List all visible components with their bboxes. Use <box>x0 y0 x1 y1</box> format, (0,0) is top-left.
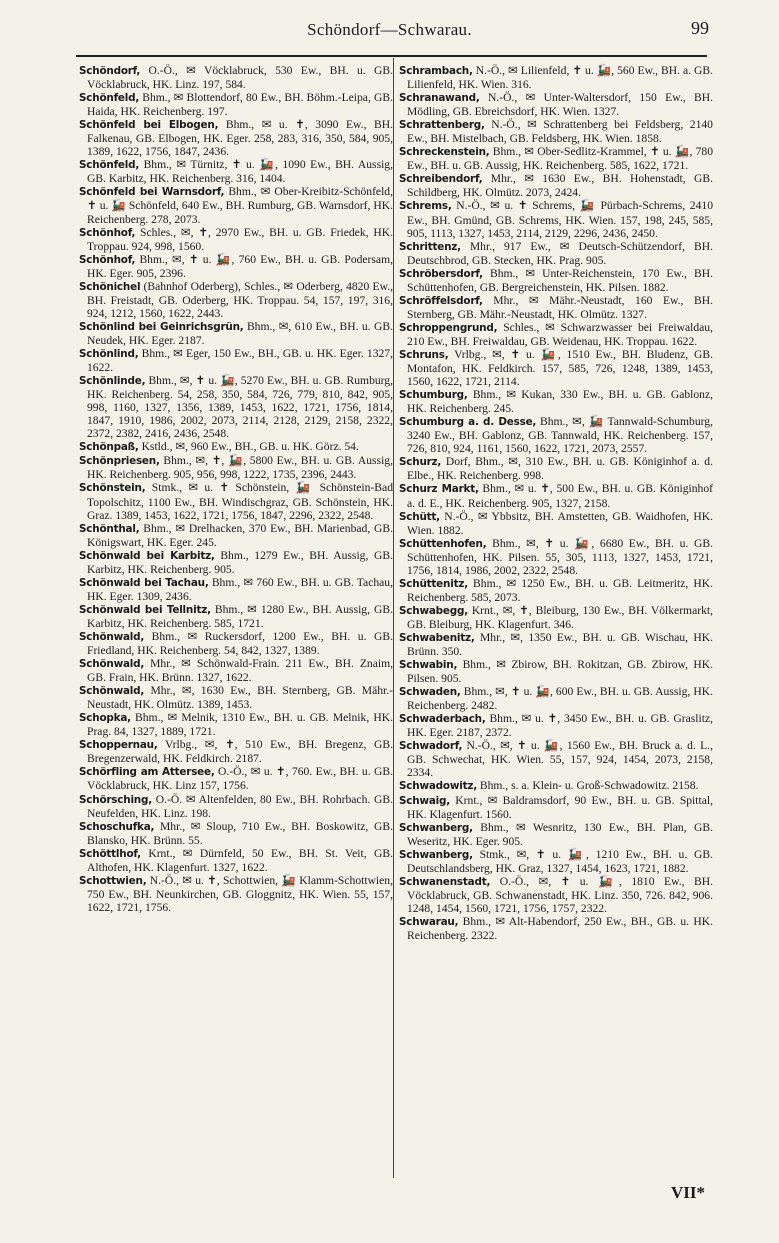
entry-text: Dorf, Bhm., ✉, 310 Ew., BH. u. GB. Königinhof a. d. Elbe., HK. Reichenberg. 998. <box>407 455 713 483</box>
entry-text: Bhm., s. a. Klein- u. Groß-Schwadowitz. 2158. <box>479 779 699 793</box>
entry-text: Stmk., ✉ u. ✝ Schönstein, 🚂 Schönstein-Bad Topolschitz, 1100 Ew., BH. Windischgraz, GB. Schönstein, HK. Graz. 1389, 1453, 1622, 1721, 1756, 1847, 2296, 2322, 2548. <box>87 481 393 522</box>
entry-headword: Schwaden, <box>399 686 461 699</box>
entry-text: (Bahnhof Oderberg), Schles., ✉ Oderberg, 4820 Ew., BH. Freistadt, GB. Oderberg, HK. Troppau. 54, 157, 197, 316, 924, 1212, 1560, 1622, 2443. <box>87 279 393 320</box>
entry-headword: Schwabegg, <box>399 604 468 617</box>
entry-headword: Schumburg a. d. Desse, <box>399 416 537 429</box>
gazetteer-entry <box>399 821 713 848</box>
page-number: 99 <box>691 18 709 38</box>
gazetteer-entry <box>79 280 393 320</box>
gazetteer-entry <box>399 712 713 739</box>
entry-text: N.-Ö., ✉ Ybbsitz, BH. Amstetten, GB. Waidhofen, HK. Wien. 1882. <box>407 509 713 537</box>
entry-text: Bhm., ✉ Melnik, 1310 Ew., BH. u. GB. Melnik, HK. Prag. 84, 1327, 1889, 1721. <box>87 711 393 739</box>
gazetteer-entry <box>79 793 393 820</box>
gazetteer-entry <box>79 874 393 914</box>
entry-text: Bhm., ✉, ✝ u. 🚂, 5270 Ew., BH. u. GB. Rumburg, HK. Reichenberg. 54, 258, 350, 584, 726, 779, 810, 842, 905, 998, 1160, 1327, 1356, 1389, 1453, 1622, 1721, 1756, 1814, 1847, 1910, 1986, 2002, 2073, 2114, 2128, 2129, 2158, 2322, 2372, 2382, 2416, 2436, 2548. <box>87 374 394 441</box>
entry-headword: Schröbersdorf, <box>399 267 483 280</box>
gazetteer-entry <box>399 294 713 321</box>
gazetteer-entry <box>79 347 393 374</box>
entry-text: Bhm., ✉ Kukan, 330 Ew., BH. u. GB. Gablonz, HK. Reichenberg. 245. <box>407 388 713 416</box>
entry-text: Mhr., ✉, 1350 Ew., BH. u. GB. Wischau, HK. Brünn. 350. <box>407 630 713 659</box>
entry-text: O.-Ö., ✉ u. ✝, 760. Ew., BH. u. GB. Vöcklabruck, HK. Linz 157, 1756. <box>87 765 393 793</box>
gazetteer-entry <box>399 118 713 145</box>
gazetteer-entry <box>79 765 393 792</box>
entry-text: Stmk., ✉, ✝ u. 🚂, 1210 Ew., BH. u. GB. Deutschlandsberg, HK. Graz, 1327, 1454, 1623, 1721, 1882. <box>407 847 713 875</box>
gazetteer-entry <box>399 199 713 239</box>
entry-text: Krnt., ✉ Baldramsdorf, 90 Ew., BH. u. GB. Spittal, HK. Klagenfurt. 1560. <box>407 793 713 821</box>
entry-text: Bhm., ✉ Ober-Sedlitz-Krammel, ✝ u. 🚂, 780 Ew., BH. u. GB. Aussig, HK. Reichenberg. 585, 1622, 1721. <box>407 145 713 173</box>
entry-headword: Schwadowitz, <box>399 780 477 793</box>
entry-text: Bhm., ✉ 1280 Ew., BH. Aussig, GB. Karbitz, HK. Reichenberg. 585, 1721. <box>87 602 393 630</box>
gazetteer-entry <box>79 118 393 158</box>
entry-headword: Schönfeld bei Warnsdorf, <box>79 186 225 199</box>
entry-headword: Schönthal, <box>79 522 140 535</box>
entry-headword: Schönlind, <box>79 347 139 360</box>
gazetteer-entry <box>399 685 713 712</box>
entry-headword: Schrittenz, <box>399 240 461 253</box>
entry-text: Bhm., ✉ Eger, 150 Ew., BH., GB. u. HK. Eger. 1327, 1622. <box>87 346 393 375</box>
gazetteer-entry <box>79 657 393 684</box>
entry-headword: Schönfeld, <box>79 92 140 105</box>
entry-text: Mhr., ✉ Mähr.-Neustadt, 160 Ew., BH. Sternberg, GB. Mähr.-Neustadt, HK. Olmütz. 1327. <box>407 293 713 321</box>
entry-text: Schles., ✉, ✝, 2970 Ew., BH. u. GB. Friedek, HK. Troppau. 924, 998, 1560. <box>87 225 393 253</box>
entry-headword: Schranawand, <box>399 92 480 105</box>
gazetteer-entry <box>399 577 713 604</box>
entry-text: Bhm., ✉ Unter-Reichenstein, 170 Ew., BH. Schüttenhofen, GB. Bergreichenstein, HK. Pilsen. 1882. <box>407 266 713 294</box>
entry-text: Krnt., ✉ Dürnfeld, 50 Ew., BH. St. Veit, GB. Althofen, HK. Klagenfurt. 1327, 1622. <box>87 846 394 874</box>
gazetteer-entry <box>79 711 393 738</box>
gazetteer-entry <box>79 185 393 225</box>
gazetteer-entry <box>399 794 713 821</box>
entry-headword: Schörsching, <box>79 793 152 806</box>
entry-text: Bhm., ✉ Blottendorf, 80 Ew., BH. Böhm.-Leipa, GB. Haida, HK. Reichenberg. 197. <box>87 91 393 119</box>
gazetteer-entry <box>399 240 713 267</box>
gazetteer-entry <box>399 388 713 415</box>
gazetteer-entry <box>79 226 393 253</box>
gazetteer-entry <box>79 603 393 630</box>
entry-text: Bhm., ✉ Zbirow, BH. Rokitzan, GB. Zbirow, HK. Pilsen. 905. <box>407 658 713 686</box>
entry-headword: Schönichel <box>79 280 141 293</box>
gazetteer-entry <box>79 630 393 657</box>
entry-headword: Schönfeld bei Elbogen, <box>79 119 219 132</box>
gazetteer-entry <box>399 415 713 455</box>
entry-headword: Schroppengrund, <box>399 321 498 334</box>
gazetteer-entry <box>79 549 393 576</box>
entry-text: Bhm., ✉ u. ✝, 3090 Ew., BH. Falkenau, GB. Elbogen, HK. Eger. 258, 283, 316, 350, 584, 905, 1389, 1622, 1756, 1847, 2436. <box>87 118 393 159</box>
entry-headword: Schrattenberg, <box>399 119 485 132</box>
entry-text: Bhm., ✉, ✝ u. 🚂, 600 Ew., BH. u. GB. Aussig, HK. Reichenberg. 2482. <box>407 685 713 713</box>
entry-headword: Schreibendorf, <box>399 173 483 186</box>
entry-headword: Schoschufka, <box>79 820 155 833</box>
entry-text: Mhr., ✉ 1630 Ew., BH. Hohenstadt, GB. Schildberg, HK. Olmütz. 2073, 2424. <box>407 172 713 200</box>
gazetteer-entry <box>79 847 393 874</box>
entry-text: Kstld., ✉, 960 Ew., BH., GB. u. HK. Görz. 54. <box>141 440 359 454</box>
entry-text: Bhm., ✉ Drelhacken, 370 Ew., BH. Marienbad, GB. Königswart, HK. Eger. 245. <box>87 521 393 549</box>
gazetteer-entry <box>79 522 393 549</box>
entry-headword: Schönwald, <box>79 630 145 643</box>
entry-text: N.-Ö., ✉ Schrattenberg bei Feldsberg, 2140 Ew., BH. Mistelbach, GB. Feldsberg, HK. Wien. 1858. <box>407 118 713 146</box>
entry-headword: Schoppernau, <box>79 739 158 752</box>
entry-headword: Schwadorf, <box>399 740 463 753</box>
gazetteer-entry <box>79 253 393 280</box>
gazetteer-entry <box>79 91 393 118</box>
entry-text: Bhm., ✉ Wesnritz, 130 Ew., BH. Plan, GB. Weseritz, HK. Eger. 905. <box>407 820 713 848</box>
gazetteer-entry <box>399 321 713 348</box>
entry-text: Krnt., ✉, ✝, Bleiburg, 130 Ew., BH. Völkermarkt, GB. Bleiburg, HK. Klagenfurt. 346. <box>407 603 713 631</box>
entry-headword: Schwabenitz, <box>399 631 475 644</box>
gazetteer-entry <box>399 915 713 942</box>
entry-headword: Schurz, <box>399 456 442 469</box>
entry-text: Mhr., ✉ Schönwald-Frain. 211 Ew., BH. Znaim, GB. Frain, HK. Brünn. 1327, 1622. <box>87 657 393 685</box>
entry-headword: Schönhof, <box>79 253 136 266</box>
entry-headword: Schöttlhof, <box>79 847 141 860</box>
entry-headword: Schüttenitz, <box>399 577 468 590</box>
gazetteer-entry <box>79 374 393 440</box>
column-divider <box>393 58 394 1178</box>
entry-headword: Schwabin, <box>399 659 458 672</box>
entry-text: O.-Ö. ✉ Altenfelden, 80 Ew., BH. Rohrbach. GB. Neufelden, HK. Linz. 198. <box>87 792 393 820</box>
entry-headword: Schönpriesen, <box>79 455 160 468</box>
header-rule <box>76 55 707 57</box>
entry-text: Bhm., ✉ 760 Ew., BH. u. GB. Tachau, HK. Eger. 1309, 2436. <box>87 575 393 603</box>
entry-text: Bhm., ✉ Alt-Habendorf, 250 Ew., BH., GB. u. HK. Reichenberg. 2322. <box>407 914 713 942</box>
entry-text: Bhm., ✉ Ruckersdorf, 1200 Ew., BH. u. GB. Friedland, HK. Reichenberg. 54, 842, 1327, 1389. <box>87 629 393 658</box>
entry-headword: Schüttenhofen, <box>399 537 487 550</box>
gazetteer-entry <box>79 738 393 765</box>
entry-text: Vrlbg., ✉, ✝ u. 🚂, 1510 Ew., BH. Bludenz, GB. Montafon, HK. Feldkirch. 157, 585, 726, 1248, 1389, 1453, 1560, 1622, 1721, 2114. <box>407 347 713 389</box>
entry-headword: Schreckenstein, <box>399 146 490 159</box>
entry-headword: Schrambach, <box>399 65 473 77</box>
page-header <box>0 14 779 50</box>
entry-headword: Schönwald bei Karbitz, <box>79 549 215 562</box>
entry-headword: Schottwien, <box>79 874 147 887</box>
gazetteer-entry <box>399 510 713 537</box>
entry-text: Bhm., ✉, 🚂 Tannwald-Schumburg, 3240 Ew., BH. Gablonz, GB. Tannwald, HK. Reichenberg. 157, 726, 810, 924, 1161, 1560, 1622, 1721, 2073, 2557. <box>407 415 713 456</box>
gazetteer-entry <box>399 739 713 779</box>
entry-headword: Schwaig, <box>399 794 450 807</box>
gazetteer-entry <box>79 440 393 454</box>
entry-headword: Schrems, <box>399 200 452 213</box>
running-head-title: Schöndorf—Schwarau. <box>307 20 472 39</box>
entry-text: Bhm., 1279 Ew., BH. Aussig, GB. Karbitz, HK. Reichenberg. 905. <box>87 548 393 576</box>
gazetteer-entry <box>399 537 713 577</box>
gazetteer-entry <box>399 455 713 482</box>
entry-headword: Schönwald, <box>79 658 145 671</box>
entry-text: Vrlbg., ✉, ✝, 510 Ew., BH. Bregenz, GB. Bregenzerwald, HK. Feldkirch. 2187. <box>87 738 393 766</box>
entry-text: Bhm., ✉ u. ✝, 3450 Ew., BH. u. GB. Graslitz, HK. Eger. 2187, 2372. <box>407 712 713 740</box>
signature-mark: VII* <box>670 1183 705 1202</box>
entry-text: N.-Ö., ✉ u. ✝, Schottwien, 🚂 Klamm-Schottwien, 750 Ew., BH. Neunkirchen, GB. Gloggnitz, HK. Wien. 55, 157, 1622, 1721, 1756. <box>87 873 393 914</box>
gazetteer-entry <box>399 631 713 658</box>
entry-text: Schles., ✉ Schwarzwasser bei Freiwaldau, 210 Ew., BH. Freiwaldau, GB. Weidenau, HK. Troppau. 1622. <box>407 320 713 348</box>
gazetteer-entry <box>79 64 393 91</box>
gazetteer-entry <box>79 320 393 347</box>
entry-headword: Schönstein, <box>79 482 146 495</box>
entry-text: N.-Ö., ✉ u. ✝ Schrems, 🚂 Pürbach-Schrems, 2410 Ew., BH. Gmünd, GB. Schrems, HK. Wien. 157, 198, 245, 585, 905, 1113, 1327, 1453, 2114, 2129, 2296, 2436, 2450. <box>407 199 713 240</box>
entry-text: Bhm., ✉, 610 Ew., BH. u. GB. Neudek, HK. Eger. 2187. <box>87 319 393 347</box>
gazetteer-entry <box>79 454 393 481</box>
gazetteer-entry <box>79 820 393 847</box>
gazetteer-entry <box>399 848 713 875</box>
entry-text: Bhm., ✉ 1250 Ew., BH. u. GB. Leitmeritz, HK. Reichenberg. 585, 2073. <box>407 576 713 604</box>
entry-text: N.-Ö., ✉ Lilienfeld, ✝ u. 🚂, 560 Ew., BH. a. GB. Lilienfeld, HK. Wien. 316. <box>407 64 713 92</box>
gazetteer-entry <box>399 658 713 685</box>
gazetteer-entry <box>399 348 713 388</box>
entry-text: Bhm., ✉ Türnitz, ✝ u. 🚂, 1090 Ew., BH. Aussig, GB. Karbitz, HK. Reichenberg. 316, 1404. <box>87 158 393 186</box>
entry-headword: Schörfling am Attersee, <box>79 766 215 779</box>
entry-headword: Schönwald bei Tachau, <box>79 576 209 589</box>
entry-text: O.-Ö., ✉ Vöcklabruck, 530 Ew., BH. u. GB. Vöcklabruck, HK. Linz. 197, 584. <box>87 64 393 92</box>
entry-headword: Schöndorf, <box>79 65 141 77</box>
right-column <box>399 64 713 942</box>
gazetteer-entry <box>399 604 713 631</box>
entry-text: Mhr., 917 Ew., ✉ Deutsch-Schützendorf, BH. Deutschbrod, GB. Stecken, HK. Prag. 905. <box>407 239 713 267</box>
gazetteer-entry <box>399 267 713 294</box>
gazetteer-entry <box>79 481 393 521</box>
entry-text: Bhm., ✉, ✝, 🚂, 5800 Ew., BH. u. GB. Aussig, HK. Reichenberg. 905, 956, 998, 1222, 1735, 2396, 2443. <box>87 454 393 482</box>
gazetteer-entry <box>79 158 393 185</box>
entry-headword: Schopka, <box>79 712 131 725</box>
gazetteer-entry <box>399 91 713 118</box>
entry-headword: Schönfeld, <box>79 159 140 172</box>
gazetteer-entry <box>79 576 393 603</box>
entry-headword: Schumburg, <box>399 389 468 402</box>
entry-headword: Schurz Markt, <box>399 483 479 496</box>
gazetteer-entry <box>399 172 713 199</box>
entry-text: N.-Ö., ✉, ✝ u. 🚂, 1560 Ew., BH. Bruck a. d. L., GB. Schwechat, HK. Wien. 55, 157, 924, 1454, 2073, 2158, 2334. <box>407 739 713 780</box>
gazetteer-entry <box>399 145 713 172</box>
entry-text: Bhm., ✉ Ober-Kreibitz-Schönfeld, ✝ u. 🚂 Schönfeld, 640 Ew., BH. Rumburg, GB. Warnsdorf, HK. Reichenberg. 278, 2073. <box>87 185 393 226</box>
gazetteer-entry <box>399 779 713 793</box>
entry-text: Mhr., ✉ Sloup, 710 Ew., BH. Boskowitz, GB. Blansko, HK. Brünn. 55. <box>87 819 393 847</box>
entry-headword: Schröffelsdorf, <box>399 294 483 307</box>
entry-text: Bhm., ✉, ✝ u. 🚂, 760 Ew., BH. u. GB. Podersam, HK. Eger. 905, 2396. <box>87 252 393 280</box>
entry-headword: Schönlinde, <box>79 375 146 388</box>
entry-text: Bhm., ✉, ✝ u. 🚂, 6680 Ew., BH. u. GB. Schüttenhofen, HK. Pilsen. 55, 305, 1113, 1327, 1453, 1721, 1756, 1814, 1986, 2002, 2322, 2548. <box>407 536 713 577</box>
entry-headword: Schwaderbach, <box>399 713 486 726</box>
entry-headword: Schwanberg, <box>399 848 473 861</box>
entry-headword: Schütt, <box>399 510 440 523</box>
gazetteer-entry <box>399 64 713 91</box>
gazetteer-entry <box>399 875 713 915</box>
entry-headword: Schönwald bei Tellnitz, <box>79 603 211 616</box>
left-column <box>79 64 393 914</box>
entry-headword: Schönlind bei Geinrichsgrün, <box>79 320 244 333</box>
entry-headword: Schönwald, <box>79 685 145 698</box>
entry-headword: Schönpaß, <box>79 441 139 454</box>
entry-headword: Schwarau, <box>399 915 459 928</box>
entry-headword: Schwanberg, <box>399 821 473 834</box>
entry-text: N.-Ö., ✉ Unter-Waltersdorf, 150 Ew., BH. Mödling, GB. Ebreichsdorf, HK. Wien. 1327. <box>407 91 713 119</box>
gazetteer-entry <box>79 684 393 711</box>
entry-text: Bhm., ✉ u. ✝, 500 Ew., BH. u. GB. Königinhof a. d. E., HK. Reichenberg. 905, 1327, 2158. <box>407 482 713 510</box>
entry-headword: Schruns, <box>399 348 449 361</box>
entry-headword: Schönhof, <box>79 226 136 239</box>
entry-text: Mhr., ✉, 1630 Ew., BH. Sternberg, GB. Mähr.-Neustadt, HK. Olmütz. 1389, 1453. <box>87 684 393 712</box>
entry-headword: Schwanenstadt, <box>399 875 491 888</box>
entry-text: O.-Ö., ✉, ✝ u. 🚂, 1810 Ew., BH. Vöcklabruck, GB. Schwanenstadt, HK. Linz. 350, 726. 842, 906. 1248, 1454, 1560, 1721, 1756, 1757, 2322. <box>407 874 713 915</box>
gazetteer-entry <box>399 482 713 509</box>
